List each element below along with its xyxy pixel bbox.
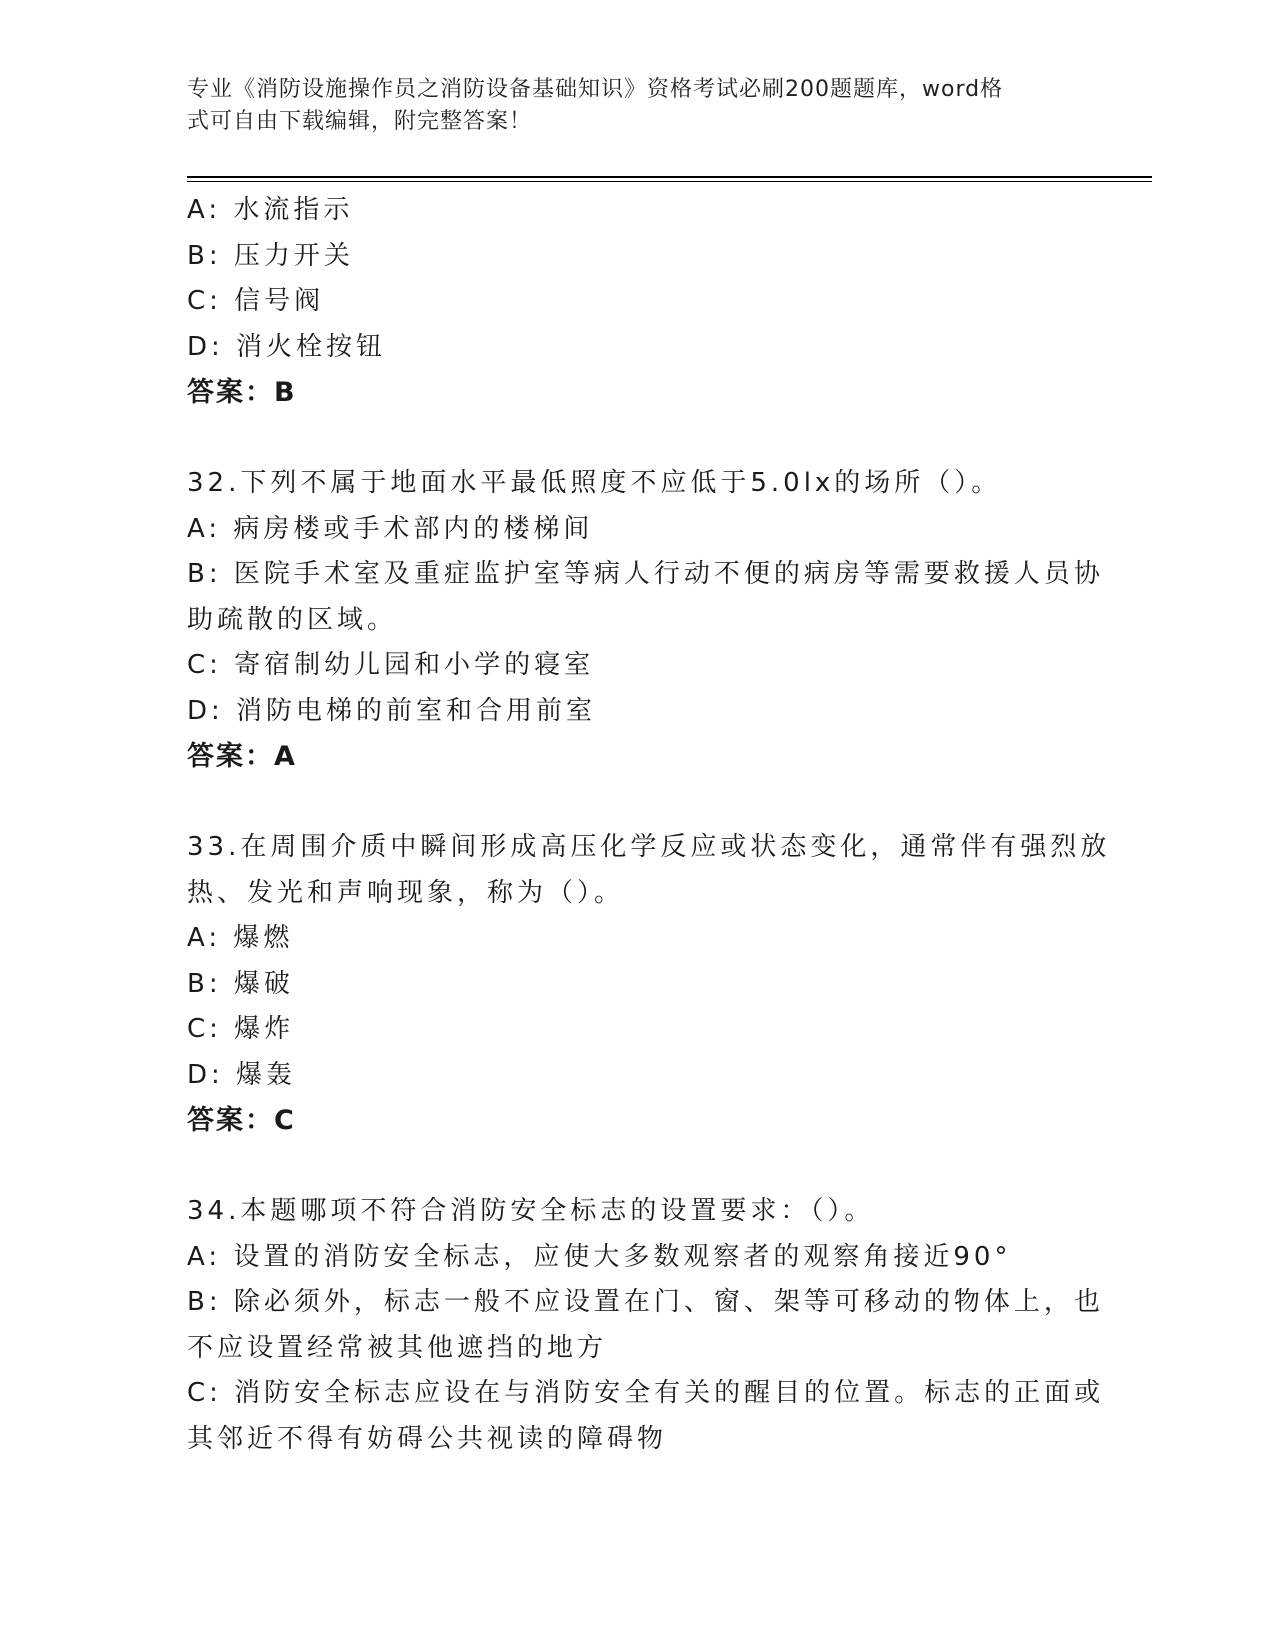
q34-option-b-line-1: B: 除必须外，标志一般不应设置在门、窗、架等可移动的物体上，也	[187, 1287, 1104, 1317]
q33-option-a: A: 爆燃	[187, 923, 294, 953]
q32-option-c: C: 寄宿制幼儿园和小学的寝室	[187, 650, 595, 680]
q34-option-c-line-2: 其邻近不得有妨碍公共视读的障碍物	[187, 1423, 668, 1454]
q31-option-c: C: 信号阀	[187, 286, 325, 316]
q33-option-c: C: 爆炸	[187, 1014, 295, 1044]
q31-option-a: A: 水流指示	[187, 195, 354, 225]
question-32	[187, 461, 1104, 780]
q33-option-d: D: 爆轰	[187, 1059, 297, 1090]
q34-option-b-line-2: 不应设置经常被其他遮挡的地方	[187, 1332, 608, 1363]
question-31	[187, 188, 1077, 416]
q33-question-line-1: 33.在周围介质中瞬间形成高压化学反应或状态变化，通常伴有强烈放	[187, 832, 1111, 862]
q33-option-b: B: 爆破	[187, 968, 294, 999]
document-header	[187, 74, 1067, 138]
q33-question-line-2: 热、发光和声响现象，称为（）。	[187, 877, 625, 908]
header-title-line-2: 式可自由下载编辑，附完整答案！	[187, 109, 533, 134]
q32-answer: 答案：A	[187, 741, 297, 772]
q31-option-b: B: 压力开关	[187, 240, 354, 271]
q32-question: 32.下列不属于地面水平最低照度不应低于5.0lx的场所（）。	[187, 468, 1002, 498]
q32-option-b-line-1: B: 医院手术室及重症监护室等病人行动不便的病房等需要救援人员协	[187, 559, 1104, 589]
header-divider-thick	[187, 176, 1152, 178]
q31-option-d: D: 消火栓按钮	[187, 331, 387, 362]
q34-option-a: A: 设置的消防安全标志，应使大多数观察者的观察角接近90°	[187, 1241, 1012, 1272]
question-spacer	[187, 1144, 1077, 1190]
question-34	[187, 1189, 1105, 1462]
q34-question: 34.本题哪项不符合消防安全标志的设置要求：（）。	[187, 1196, 875, 1226]
q32-option-b-line-2: 助疏散的区域。	[187, 604, 398, 635]
question-33	[187, 825, 1111, 1144]
header-title-line-1: 专业《消防设施操作员之消防设备基础知识》资格考试必刷200题题库，word格	[187, 77, 1004, 102]
q32-option-d: D: 消防电梯的前室和合用前室	[187, 695, 597, 726]
q31-answer: 答案：B	[187, 377, 297, 408]
header-divider-thin	[187, 181, 1152, 182]
q32-option-a: A: 病房楼或手术部内的楼梯间	[187, 513, 594, 544]
question-spacer	[187, 780, 1077, 826]
q34-option-c-line-1: C: 消防安全标志应设在与消防安全有关的醒目的位置。标志的正面或	[187, 1378, 1105, 1408]
question-spacer	[187, 416, 1077, 462]
q33-answer: 答案：C	[187, 1105, 296, 1136]
question-list	[187, 188, 1111, 1462]
